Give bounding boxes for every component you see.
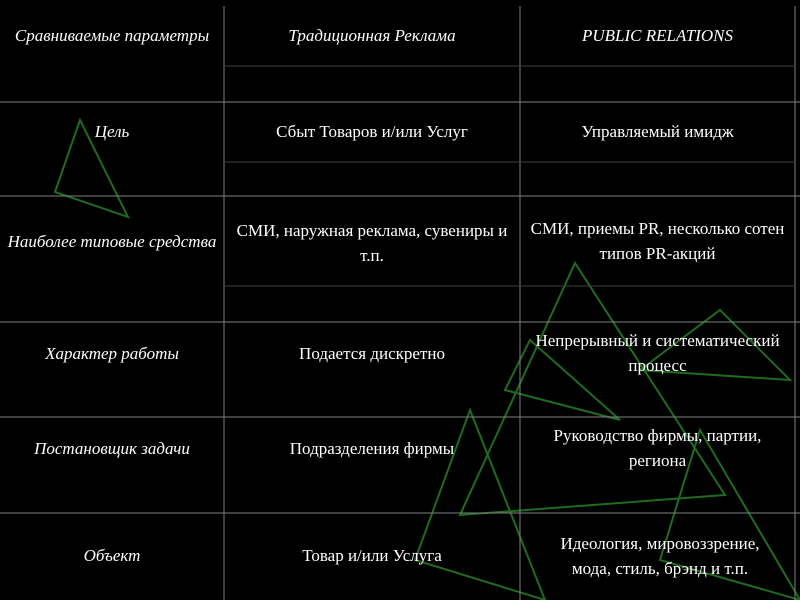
row-task-setter-pr: Руководство фирмы, партии, региона	[553, 426, 762, 470]
row-task-setter-param: Постановщик задачи	[34, 438, 190, 458]
row-work-nature-advertising: Подается дискретно	[299, 343, 445, 363]
row-work-nature-param: Характер работы	[45, 343, 179, 363]
row-task-setter-advertising: Подразделения фирмы	[289, 438, 455, 458]
row-work-nature-pr: Непрерывный и систематический процесс	[535, 331, 780, 375]
row-means-param: Наиболее типовые средства	[7, 231, 217, 251]
header-public-relations: PUBLIC RELATIONS	[582, 25, 733, 45]
row-goal-param: Цель	[94, 121, 130, 141]
row-means-advertising: СМИ, наружная реклама, сувениры и т.п.	[236, 221, 508, 265]
header-parameters: Сравниваемые параметры	[14, 25, 210, 45]
row-object-pr: Идеология, мировоззрение, мода, стиль, брэнд и т.п.	[560, 533, 760, 578]
row-goal-advertising: Сбыт Товаров и/или Услуг	[276, 121, 468, 141]
row-goal-pr: Управляемый имидж	[581, 121, 734, 141]
row-object-param: Объект	[83, 546, 141, 566]
row-object-advertising: Товар и/или Услуга	[302, 546, 442, 566]
row-means-pr: СМИ, приемы PR, несколько сотен типов PR-акций	[530, 219, 785, 263]
header-traditional-advertising: Традиционная Реклама	[288, 25, 456, 45]
